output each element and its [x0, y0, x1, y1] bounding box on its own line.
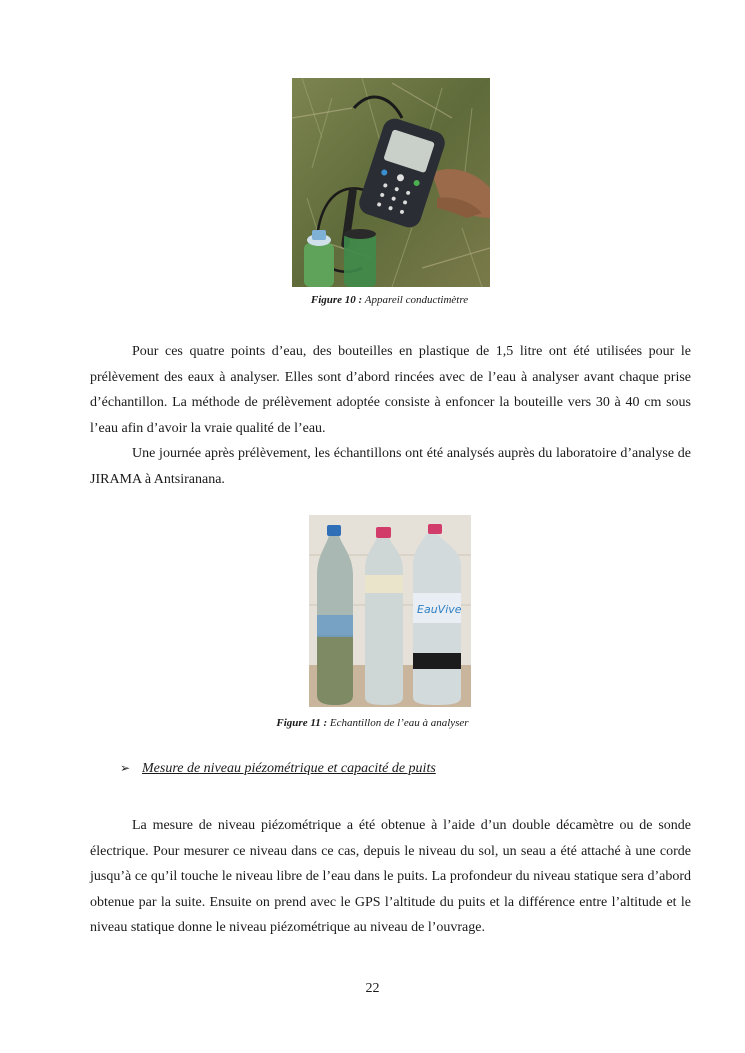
figure-11-caption-text: Echantillon de l’eau à analyser: [327, 717, 469, 729]
paragraph-analysis-text: Une journée après prélèvement, les échantillons ont été analysés auprès du laboratoire d’analyse de JIRAMA à Antsiranana.: [90, 446, 691, 487]
paragraph-analysis: [90, 441, 691, 492]
arrow-bullet-icon: ➢: [120, 761, 131, 775]
figure-11-caption: [0, 717, 745, 729]
section-heading: [120, 761, 436, 777]
paragraph-piezometric-text: La mesure de niveau piézométrique a été obtenue à l’aide d’un double décamètre ou de sonde électrique. Pour mesurer ce niveau dans ce cas, depuis le niveau du sol, un seau a été attaché à une corde jusqu’à ce qu’il touche le niveau libre de l’eau dans le puits. La profondeur du niveau statique sera d’abord obtenue par la suite. Ensuite on prend avec le GPS l’altitude du puits et la différence entre l’altitude et le niveau statique donne le niveau piézométrique au niveau de l’ouvrage.: [90, 818, 691, 935]
figure-11-caption-label: Figure 11 :: [276, 717, 328, 729]
figure-11-photo: [309, 515, 471, 707]
paragraph-sampling: [90, 339, 691, 441]
paragraph-piezometric: [90, 813, 691, 941]
figure-10-caption-label: Figure 10 :: [310, 294, 363, 306]
figure-10-caption-text: Appareil conductimètre: [362, 294, 469, 306]
figure-10-caption: [0, 294, 745, 306]
water-samples-image: [309, 515, 471, 707]
section-title: Mesure de niveau piézométrique et capacité de puits: [142, 761, 436, 776]
figure-10-photo: [292, 78, 490, 287]
bottle-brand-label: EauVive: [417, 603, 462, 616]
page-number: 22: [365, 981, 380, 996]
conductimeter-image: [292, 78, 490, 287]
paragraph-sampling-text: Pour ces quatre points d’eau, des bouteilles en plastique de 1,5 litre ont été utilisées pour le prélèvement des eaux à analyser. Elles sont d’abord rincées avec de l’eau à analyser avant chaque prise d’échantillon. La méthode de prélèvement adoptée consiste à enfoncer la bouteille vers 30 à 40 cm sous l’eau afin d’avoir la vraie qualité de l’eau.: [90, 344, 691, 436]
